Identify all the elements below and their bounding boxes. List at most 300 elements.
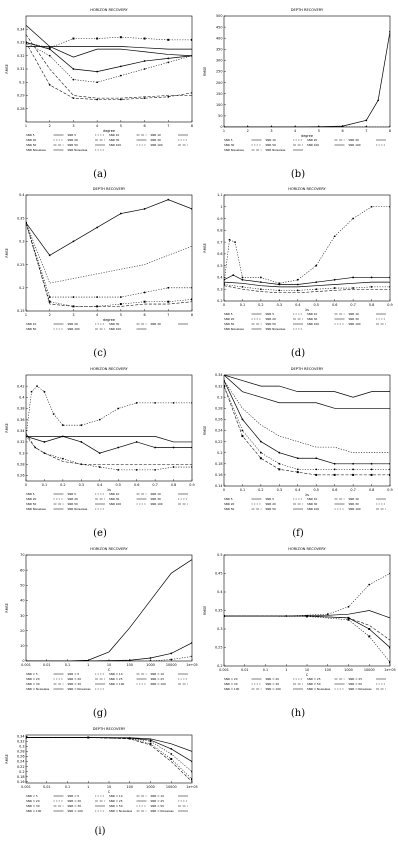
series-group (223, 375, 391, 476)
x-tick-label: 2 (246, 129, 249, 133)
y-tick-label: 0.28 (16, 106, 25, 111)
y-tick-label: 0.22 (214, 439, 223, 444)
data-point (167, 287, 169, 289)
data-point (352, 463, 354, 465)
data-point (297, 290, 299, 292)
series-line-snr-20 (26, 223, 192, 283)
legend-entry: SNR 100 (150, 502, 163, 506)
data-point (327, 613, 329, 615)
y-tick-label: 0.28 (16, 462, 25, 467)
series-line-snr-noiseless (26, 738, 192, 782)
y-tick-label: 0.35 (16, 216, 25, 221)
chart-title: HORIZON RECOVERY (90, 8, 128, 12)
y-tick-label: 0.6 (217, 252, 223, 257)
legend-entry: SNR 50 (26, 327, 37, 331)
x-axis-label: C (107, 790, 111, 794)
data-point (260, 457, 262, 459)
data-point (99, 452, 101, 454)
y-tick-label: 200 (216, 80, 223, 85)
y-tick-label: 0.38 (16, 406, 25, 411)
data-point (73, 241, 75, 243)
x-tick-label: 0 (222, 303, 226, 307)
legend-entry: SNR = 50 (150, 804, 164, 808)
data-point (242, 277, 244, 279)
legend (26, 492, 188, 511)
data-point (371, 474, 373, 476)
chart-title: HORIZON RECOVERY (90, 547, 128, 551)
x-axis-label: degree (103, 129, 115, 133)
data-point (36, 385, 38, 387)
legend-entry: SNR 5 (67, 492, 76, 496)
data-point (154, 447, 156, 449)
data-point (334, 474, 336, 476)
x-tick-label: 4 (294, 129, 297, 133)
x-tick-label: 3 (72, 124, 75, 128)
series-line-snr-50 (224, 386, 390, 469)
legend-entry: SNR = Noiseless (348, 687, 372, 691)
data-point (365, 119, 367, 121)
y-axis-label: RMSE (5, 603, 9, 613)
legend-entry: SNR Noiseless (67, 507, 88, 511)
y-tick-label: 0.7 (217, 240, 223, 245)
data-point (334, 287, 336, 289)
x-tick-label: 7 (167, 124, 170, 128)
legend-entry: SNR = 25 (348, 677, 362, 681)
series-group (223, 206, 391, 293)
series-line-snr-30 (224, 616, 390, 640)
data-point (389, 126, 391, 128)
y-axis-label: RMSE (203, 243, 207, 253)
data-point (389, 661, 391, 663)
x-tick-label: 7 (365, 129, 368, 133)
legend-entry: SNR 20 (265, 502, 276, 506)
data-point (191, 447, 193, 449)
y-tick-label: 0.3 (19, 80, 25, 85)
y-tick-label: 0.4 (217, 275, 223, 280)
x-tick-label: 0.3 (78, 483, 85, 487)
legend-entry: SNR = 20 (67, 799, 81, 803)
x-tick-label: 0 (222, 488, 226, 492)
legend-entry: SNR 10 (348, 312, 359, 316)
data-point (44, 391, 46, 393)
legend-entry: SNR = 30 (265, 682, 279, 686)
data-point (96, 99, 98, 101)
y-tick-label: 0.16 (214, 473, 223, 478)
legend-entry: SNR 30 (150, 322, 161, 326)
y-tick-label: 0.4 (19, 395, 25, 400)
data-point (352, 474, 354, 476)
legend-entry: SNR = 5 (67, 672, 80, 676)
x-tick-label: 0.1 (239, 488, 246, 492)
series-line-snr-30 (26, 223, 192, 297)
legend-entry: SNR 20 (67, 138, 78, 142)
data-point (260, 281, 262, 283)
y-tick-label: 0.5 (217, 553, 223, 558)
data-point (49, 84, 51, 86)
data-point (144, 38, 146, 40)
data-point (232, 274, 234, 276)
legend-entry: SNR = 100 (224, 687, 240, 691)
legend-entry: SNR 20 (307, 138, 318, 142)
y-tick-label: 0.34 (214, 373, 223, 378)
data-point (389, 286, 391, 288)
x-tick-label: 0.001 (21, 663, 31, 667)
legend-entry: SNR = 20 (26, 799, 40, 803)
legend-entry: SNR 100 (307, 507, 320, 511)
x-tick-label: 0.2 (258, 488, 264, 492)
legend-entry: SNR = 5 (67, 794, 80, 798)
x-tick-label: 3 (72, 313, 75, 317)
legend-entry: SNR = 50 (307, 682, 321, 686)
series-line-snr-5 (224, 32, 390, 127)
data-point (368, 584, 370, 586)
series-line-snr-10 (26, 436, 192, 442)
legend-entry: SNR 50 (224, 322, 235, 326)
legend-entry: SNR 5 (265, 312, 274, 316)
legend-entry: SNR 30 (109, 138, 120, 142)
x-tick-label: 0.7 (350, 488, 356, 492)
chart-panel-d (202, 183, 394, 345)
x-tick-label: 3 (270, 129, 273, 133)
data-point (368, 635, 370, 637)
y-tick-label: 500 (216, 14, 223, 19)
x-tick-label: 0.3 (276, 488, 283, 492)
legend-entry: SNR 100 (109, 327, 122, 331)
data-point (170, 753, 172, 755)
data-point (173, 447, 175, 449)
series-line-snr-5 (26, 738, 192, 752)
data-point (150, 743, 152, 745)
x-tick-label: 1e+05 (186, 785, 198, 789)
data-point (120, 213, 122, 215)
series-group (25, 560, 193, 662)
data-point (144, 68, 146, 70)
data-point (191, 771, 193, 773)
legend-entry: SNR Noiseless (224, 327, 244, 331)
chart-panel-b (202, 4, 394, 166)
x-tick-label: 6 (341, 129, 344, 133)
x-tick-label: 10000 (165, 785, 177, 789)
series-line-snr-noiseless (26, 35, 192, 99)
x-tick-label: 1 (222, 129, 226, 133)
legend-entry: SNR 5 (224, 138, 233, 142)
legend-entry: SNR Noiseless (26, 148, 46, 152)
y-tick-label: 250 (216, 69, 223, 74)
legend-entry: SNR 10 (307, 312, 318, 316)
y-tick-label: 0.26 (16, 473, 25, 478)
legend-entry: SNR = 10 (109, 794, 123, 798)
legend-entry: SNR = 20 (26, 677, 40, 681)
data-point (117, 408, 119, 410)
legend-entry: SNR = 20 (67, 677, 81, 681)
y-tick-label: 0.18 (16, 774, 25, 779)
y-tick-label: 0.5 (217, 263, 223, 268)
legend-entry: SNR 100 (307, 143, 320, 147)
data-point (80, 424, 82, 426)
data-point (365, 126, 367, 128)
data-point (260, 441, 262, 443)
data-point (377, 99, 379, 101)
x-tick-label: 0.9 (387, 488, 393, 492)
legend-entry: SNR 10 (109, 492, 120, 496)
x-tick-label: 1000 (344, 668, 353, 672)
y-tick-label: 1.1 (217, 193, 223, 198)
legend-entry: SNR = 25 (109, 677, 123, 681)
data-point (334, 235, 336, 237)
legend-entry: SNR 10 (26, 322, 37, 326)
y-tick-label: 0.4 (217, 590, 223, 595)
y-tick-label: 0 (220, 125, 223, 130)
chart-title: HORIZON RECOVERY (90, 367, 128, 371)
data-point (170, 758, 172, 760)
x-axis-label: λs (107, 488, 111, 492)
x-axis-label: λs (305, 493, 309, 497)
data-point (278, 468, 280, 470)
x-tick-label: 0.6 (133, 483, 140, 487)
series-line-snr-100 (26, 43, 192, 100)
data-point (223, 279, 225, 281)
legend-entry: SNR = 30 (224, 682, 238, 686)
data-point (80, 441, 82, 443)
series-line-snr-50 (26, 436, 192, 469)
data-point (150, 657, 152, 659)
legend-entry: SNR 20 (26, 497, 37, 501)
x-tick-label: 8 (190, 124, 194, 128)
legend-entry: SNR 100 (307, 322, 320, 326)
data-point (73, 68, 75, 70)
legend-entry: SNR = 100 (265, 687, 281, 691)
x-tick-label: 5 (119, 313, 122, 317)
chart-panel-f (202, 363, 394, 525)
y-tick-label: 0.2 (19, 769, 25, 774)
data-point (348, 606, 350, 608)
series-line-snr-5 (26, 560, 192, 661)
x-tick-label: 0 (24, 483, 28, 487)
y-tick-label: 30 (20, 613, 25, 618)
plot-frame (26, 735, 192, 783)
x-tick-label: 0.7 (152, 483, 158, 487)
plot-frame (26, 375, 192, 481)
data-point (173, 466, 175, 468)
legend-entry: SNR 50 (67, 502, 78, 506)
legend-entry: SNR 30 (307, 317, 318, 321)
data-point (352, 277, 354, 279)
y-tick-label: 0.3 (217, 287, 223, 292)
x-tick-label: 10 (304, 668, 310, 672)
legend-entry: SNR 10 (150, 133, 161, 137)
plot-frame (224, 555, 390, 666)
x-tick-label: 10000 (165, 663, 177, 667)
data-point (191, 298, 193, 300)
data-point (25, 435, 27, 437)
data-point (154, 402, 156, 404)
data-point (318, 126, 320, 128)
data-point (136, 402, 138, 404)
y-tick-label: 0.15 (16, 309, 25, 314)
chart-svg-g (4, 543, 196, 705)
y-tick-label: 1 (220, 204, 223, 209)
legend-entry: SNR Noiseless (265, 327, 286, 331)
data-point (167, 301, 169, 303)
series-line-snr-10 (26, 200, 192, 256)
data-point (167, 199, 169, 201)
data-point (371, 463, 373, 465)
legend-entry: SNR 10 (150, 492, 161, 496)
legend-entry: SNR = 10 (109, 672, 123, 676)
data-point (170, 659, 172, 661)
data-point (117, 447, 119, 449)
data-point (99, 466, 101, 468)
data-point (260, 277, 262, 279)
legend-entry: SNR 100 (348, 143, 361, 147)
data-point (72, 38, 74, 40)
legend-entry: SNR 100 (67, 327, 80, 331)
data-point (297, 468, 299, 470)
chart-svg-b (202, 4, 394, 166)
legend-entry: SNR 30 (150, 497, 161, 501)
x-tick-label: 4 (96, 313, 99, 317)
subfigure-label-a: (a) (93, 169, 107, 180)
data-point (342, 126, 344, 128)
series-line-snr-50 (26, 738, 192, 780)
x-tick-label: 0.9 (189, 483, 195, 487)
x-tick-label: 0.4 (295, 488, 301, 492)
chart-panel-i (4, 723, 196, 827)
subfigure-label-g: (g) (92, 708, 108, 719)
x-tick-label: 7 (167, 313, 170, 317)
subfigure-label-h: (h) (290, 708, 306, 719)
y-tick-label: 0.8 (217, 228, 223, 233)
data-point (371, 277, 373, 279)
x-tick-label: 0.6 (331, 303, 338, 307)
y-tick-label: 0.33 (16, 40, 25, 45)
legend-entry: SNR 30 (307, 502, 318, 506)
data-point (315, 281, 317, 283)
y-tick-label: 0.3 (217, 395, 223, 400)
data-point (315, 457, 317, 459)
data-point (223, 615, 225, 617)
data-point (223, 126, 225, 128)
chart-title: DEPTH RECOVERY (92, 187, 126, 191)
data-point (315, 288, 317, 290)
x-tick-label: 0.9 (387, 303, 393, 307)
y-tick-label: 0.32 (16, 440, 25, 445)
series-line-snr-10 (224, 275, 390, 284)
y-tick-label: 300 (216, 58, 223, 63)
legend-entry: SNR = 10 (150, 672, 164, 676)
x-tick-label: 0.2 (60, 483, 66, 487)
data-point (223, 380, 225, 382)
series-group (25, 199, 193, 308)
legend-entry: SNR 30 (150, 138, 161, 142)
subfigure-label-e: (e) (93, 528, 107, 539)
data-point (368, 628, 370, 630)
y-tick-label: 0.26 (16, 754, 25, 759)
x-tick-label: 1 (285, 668, 288, 672)
legend-entry: SNR = Noiseless (150, 809, 174, 813)
data-point (167, 96, 169, 98)
data-point (170, 748, 172, 750)
legend-entry: SNR 10 (265, 138, 276, 142)
legend-entry: SNR 5 (265, 497, 274, 501)
chart-title: HORIZON RECOVERY (288, 547, 326, 551)
legend-entry: SNR 50 (265, 143, 276, 147)
legend-entry: SNR = 100 (67, 809, 83, 813)
y-tick-label: 150 (216, 91, 223, 96)
chart-svg-i (4, 723, 196, 827)
data-point (191, 39, 193, 41)
legend-entry: SNR 100 (109, 502, 122, 506)
data-point (297, 284, 299, 286)
data-point (389, 206, 391, 208)
legend-entry: SNR 20 (224, 502, 235, 506)
data-point (120, 303, 122, 305)
data-point (348, 619, 350, 621)
data-point (191, 466, 193, 468)
y-tick-label: 0.4 (19, 193, 25, 198)
y-tick-label: 0.24 (16, 759, 25, 764)
legend-entry: SNR 5 (26, 133, 35, 137)
x-tick-label: 1 (24, 124, 28, 128)
data-point (371, 286, 373, 288)
x-axis-label: degree (103, 318, 115, 322)
legend (26, 133, 188, 152)
data-point (120, 75, 122, 77)
x-tick-label: 0.1 (64, 663, 71, 667)
x-tick-label: 0.8 (368, 488, 375, 492)
x-tick-label: 0.1 (41, 483, 48, 487)
data-point (167, 58, 169, 60)
chart-svg-f (202, 363, 394, 525)
legend-entry: SNR = 5 (26, 794, 38, 798)
x-tick-label: 10 (106, 663, 112, 667)
x-tick-label: 10 (106, 785, 112, 789)
data-point (191, 778, 193, 780)
x-tick-label: 0.6 (331, 488, 338, 492)
data-point (144, 97, 146, 99)
legend-entry: SNR = 20 (265, 677, 279, 681)
data-point (191, 402, 193, 404)
data-point (306, 615, 308, 617)
legend-entry: SNR = 50 (109, 804, 123, 808)
chart-panel-h (202, 543, 394, 705)
legend-entry: SNR = Noiseless (26, 687, 50, 691)
data-point (334, 463, 336, 465)
series-line-snr-50 (224, 616, 390, 647)
y-tick-label: 0.2 (19, 286, 25, 290)
data-point (96, 71, 98, 73)
chart-title: HORIZON RECOVERY (288, 187, 326, 191)
legend (26, 672, 188, 691)
x-tick-label: 0.1 (262, 668, 269, 672)
data-point (352, 287, 354, 289)
y-tick-label: 100 (216, 103, 223, 107)
data-point (389, 277, 391, 279)
data-point (144, 60, 146, 62)
x-tick-label: 1000 (146, 663, 155, 667)
data-point (271, 126, 273, 128)
data-point (223, 284, 225, 286)
data-point (73, 296, 75, 298)
x-axis-label: C (305, 673, 309, 677)
series-line-snr-noiseless (224, 286, 390, 293)
series-group (223, 573, 391, 664)
x-tick-label: 0.01 (42, 663, 51, 667)
y-tick-label: 0.9 (217, 216, 223, 221)
y-tick-label: 60 (20, 568, 25, 573)
legend-entry: SNR = 25 (150, 677, 164, 681)
legend-entry: SNR = 50 (348, 682, 362, 686)
